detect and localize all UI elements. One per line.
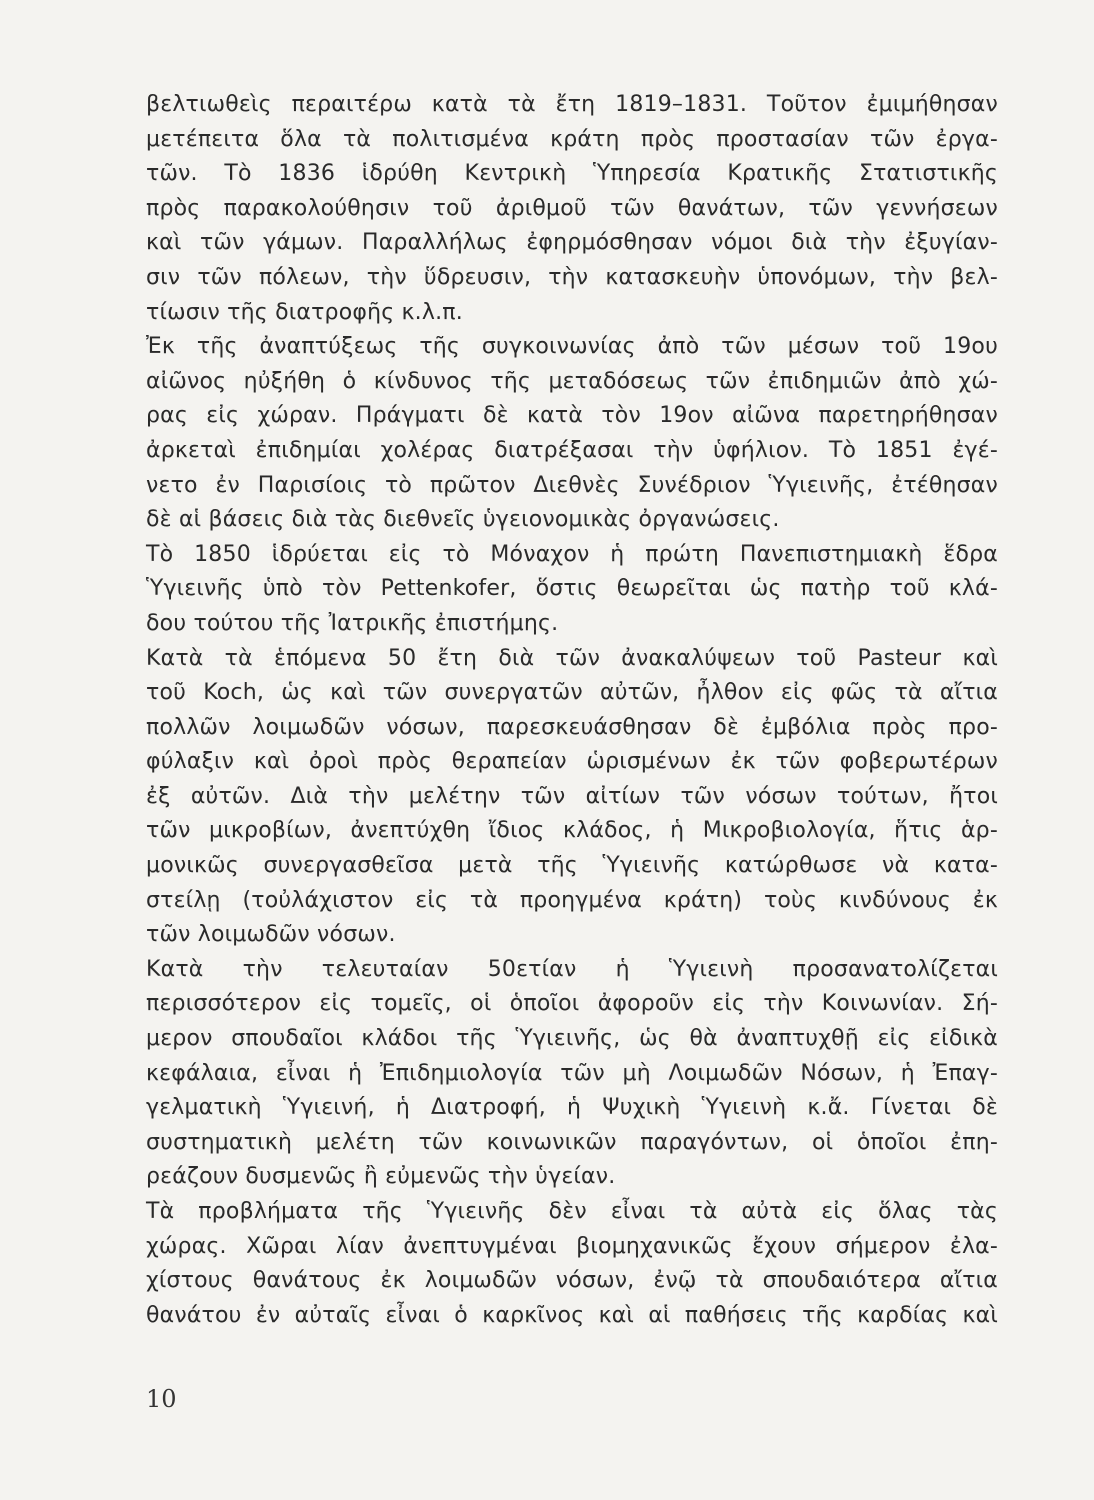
text-line: μετέπειτα ὅλα τὰ πολιτισμένα κράτη πρὸς προστασίαν τῶν ἐργα- — [146, 126, 998, 152]
text-line: τίωσιν τῆς διατροφῆς κ.λ.π. — [146, 299, 463, 325]
text-line: Ἐκ τῆς ἀναπτύξεως τῆς συγκοινωνίας ἀπὸ τῶν μέσων τοῦ 19ου — [146, 334, 998, 360]
text-line: περισσότερον εἰς τομεῖς, οἱ ὁποῖοι ἀφοροῦν εἰς τὴν Κοινωνίαν. Σή- — [146, 991, 998, 1017]
text-line: βελτιωθεὶς περαιτέρω κατὰ τὰ ἔτη 1819–1831. Τοῦτον ἐμιμήθησαν — [146, 92, 998, 117]
book-page-text — [146, 88, 998, 1333]
text-line: νετο ἐν Παρισίοις τὸ πρῶτον Διεθνὲς Συνέδριον Ὑγιεινῆς, ἐτέθησαν — [146, 472, 998, 498]
text-line: ρεάζουν δυσμενῶς ἢ εὐμενῶς τὴν ὑγείαν. — [146, 1164, 616, 1190]
text-line: γελματικὴ Ὑγιεινή, ἡ Διατροφή, ἡ Ψυχικὴ Ὑγιεινὴ κ.ἄ. Γίνεται δὲ — [146, 1095, 998, 1121]
text-line: ἀρκεταὶ ἐπιδημίαι χολέρας διατρέξασαι τὴν ὑφήλιον. Τὸ 1851 ἐγέ- — [146, 437, 998, 463]
text-line: χίστους θανάτους ἐκ λοιμωδῶν νόσων, ἐνῷ τὰ σπουδαιότερα αἴτια — [146, 1268, 998, 1294]
text-line: τοῦ Koch, ὡς καὶ τῶν συνεργατῶν αὐτῶν, ἦλθον εἰς φῶς τὰ αἴτια — [146, 680, 998, 706]
text-line: κεφάλαια, εἶναι ἡ Ἐπιδημιολογία τῶν μὴ Λοιμωδῶν Νόσων, ἡ Ἐπαγ- — [146, 1060, 998, 1086]
page-number: 10 — [146, 1385, 177, 1413]
text-line: τῶν. Τὸ 1836 ἱδρύθη Κεντρικὴ Ὑπηρεσία Κρατικῆς Στατιστικῆς — [146, 161, 998, 187]
text-line: στείλῃ (τοὐλάχιστον εἰς τὰ προηγμένα κράτη) τοὺς κινδύνους ἐκ — [146, 887, 998, 913]
text-line: χώρας. Χῶραι λίαν ἀνεπτυγμέναι βιομηχανικῶς ἔχουν σήμερον ἐλα- — [146, 1233, 998, 1259]
text-line: σιν τῶν πόλεων, τὴν ὕδρευσιν, τὴν κατασκευὴν ὑπονόμων, τὴν βελ- — [146, 264, 998, 290]
text-line: αἰῶνος ηὐξήθη ὁ κίνδυνος τῆς μεταδόσεως τῶν ἐπιδημιῶν ἀπὸ χώ- — [146, 368, 998, 394]
text-line: Ὑγιεινῆς ὑπὸ τὸν Pettenkofer, ὅστις θεωρεῖται ὡς πατὴρ τοῦ κλά- — [146, 576, 998, 602]
text-line: συστηματικὴ μελέτη τῶν κοινωνικῶν παραγόντων, οἱ ὁποῖοι ἐπη- — [146, 1129, 998, 1155]
text-line: μερον σπουδαῖοι κλάδοι τῆς Ὑγιεινῆς, ὡς θὰ ἀναπτυχθῇ εἰς εἰδικὰ — [146, 1026, 998, 1052]
text-line: φύλαξιν καὶ ὀροὶ πρὸς θεραπείαν ὡρισμένων ἐκ τῶν φοβερωτέρων — [146, 749, 998, 775]
text-line: Τὸ 1850 ἱδρύεται εἰς τὸ Μόναχον ἡ πρώτη Πανεπιστημιακὴ ἕδρα — [146, 541, 998, 567]
text-line: τῶν μικροβίων, ἀνεπτύχθη ἴδιος κλάδος, ἡ Μικροβιολογία, ἥτις ἁρ- — [146, 818, 998, 844]
text-line: ἐξ αὐτῶν. Διὰ τὴν μελέτην τῶν αἰτίων τῶν νόσων τούτων, ἤτοι — [146, 783, 998, 809]
text-line: ρας εἰς χώραν. Πράγματι δὲ κατὰ τὸν 19ον αἰῶνα παρετηρήθησαν — [146, 403, 998, 429]
text-line: Κατὰ τὴν τελευταίαν 50ετίαν ἡ Ὑγιεινὴ προσανατολίζεται — [146, 956, 998, 982]
text-line: τῶν λοιμωδῶν νόσων. — [146, 922, 396, 948]
text-line: πρὸς παρακολούθησιν τοῦ ἀριθμοῦ τῶν θανάτων, τῶν γεννήσεων — [146, 195, 998, 221]
text-line: μονικῶς συνεργασθεῖσα μετὰ τῆς Ὑγιεινῆς κατώρθωσε νὰ κατα- — [146, 853, 998, 879]
text-line: καὶ τῶν γάμων. Παραλλήλως ἐφηρμόσθησαν νόμοι διὰ τὴν ἐξυγίαν- — [146, 230, 998, 256]
text-line: πολλῶν λοιμωδῶν νόσων, παρεσκευάσθησαν δὲ ἐμβόλια πρὸς προ- — [146, 714, 998, 740]
text-line: θανάτου ἐν αὐταῖς εἶναι ὁ καρκῖνος καὶ αἱ παθήσεις τῆς καρδίας καὶ — [146, 1302, 998, 1328]
text-line: Τὰ προβλήματα τῆς Ὑγιεινῆς δὲν εἶναι τὰ αὐτὰ εἰς ὅλας τὰς — [146, 1199, 998, 1224]
text-line: Κατὰ τὰ ἑπόμενα 50 ἔτη διὰ τῶν ἀνακαλύψεων τοῦ Pasteur καὶ — [146, 645, 998, 671]
text-line: δὲ αἱ βάσεις διὰ τὰς διεθνεῖς ὑγειονομικὰς ὀργανώσεις. — [146, 507, 780, 533]
text-line: δου τούτου τῆς Ἰατρικῆς ἐπιστήμης. — [146, 610, 559, 636]
